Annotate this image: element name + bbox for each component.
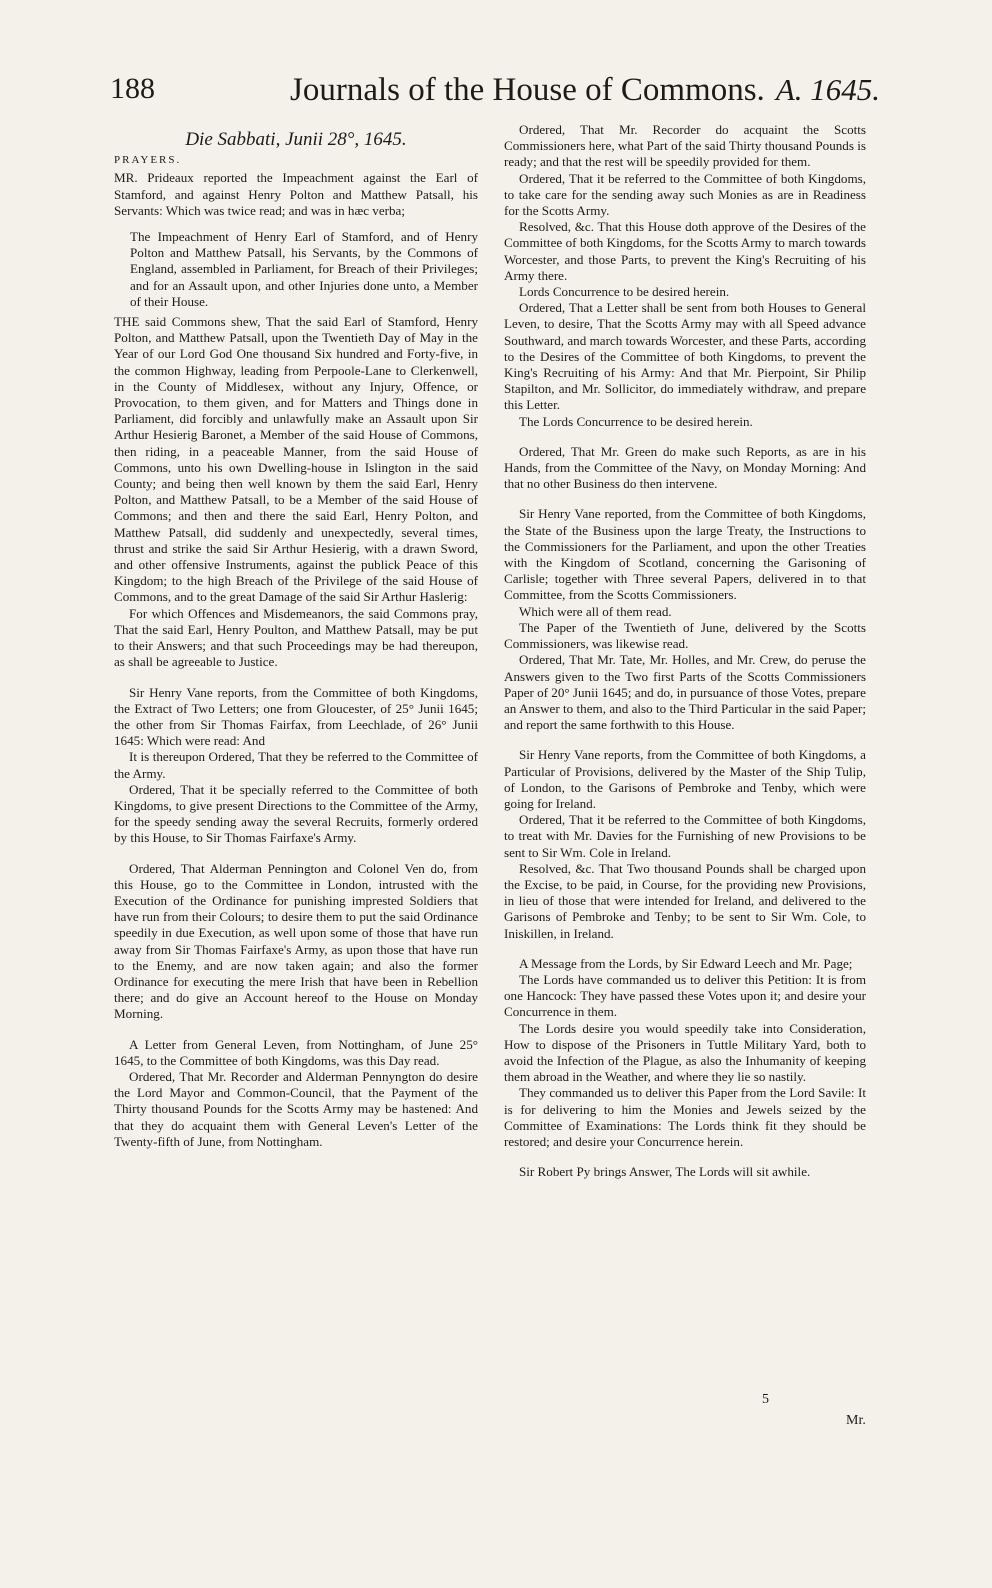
impeachment-heading: The Impeachment of Henry Earl of Stamford, and of Henry Polton and Matthew Patsall, his Servants, by the Commons of England, assembled in Parliament, for Breach of their Privileges; and for an Assault upon, and other Injuries done unto, a Member of their House. [130, 229, 478, 309]
paragraph-savile-paper: They commanded us to deliver this Paper from the Lord Savile: It is for delivering to him the Monies and Jewels seized by the Committee of Examinations: The Lords think fit they should be restored; and desire your Concurrence herein. [504, 1085, 866, 1149]
paragraph-paper-june: The Paper of the Twentieth of June, delivered by the Scotts Commissioners, was likewise read. [504, 619, 866, 652]
paragraph-pennington-ven: Ordered, That Alderman Pennington and Colonel Ven do, from this House, go to the Committee in London, intrusted with the Execution of the Ordinance for punishing imprested Soldiers that have run from their Colours; to desire them to put the said Ordinance speedily in due Execution, as well upon some of those that have run away from Sir Thomas Fairfaxe's Army, as upon those that have run to the Enemy, and are now taken again; and also the former Ordinance for executing the mere Irish that have been in Rebellion there; and do give an Account hereof to the House on Monday Morning. [114, 860, 478, 1022]
paragraph-lords-concurrence-2: The Lords Concurrence to be desired herein. [519, 413, 753, 429]
paragraph-recorder-scotts: Ordered, That Mr. Recorder do acquaint the Scotts Commissioners here, what Part of the said Thirty thousand Pounds is ready; and that the rest will be speedily provided for them. [504, 122, 866, 170]
page-year: A. 1645. [775, 72, 880, 107]
paragraph-hancock-petition: The Lords have commanded us to deliver this Petition: It is from one Hancock: They have passed these Votes upon it; and desire your Concurrence in them. [504, 971, 866, 1020]
paragraph-lords-concurrence-1: Lords Concurrence to be desired herein. [519, 284, 730, 300]
paragraph-worcester-resolved: Resolved, &c. That this House doth approve of the Desires of the Committee of both Kingdoms, for the Scotts Army to march towards Worcester, and those Parts, to prevent the King's Recruiting of his Army there. [504, 219, 866, 283]
paragraph-green-navy: Ordered, That Mr. Green do make such Reports, as are in his Hands, from the Committee of the Navy, on Monday Morning: And that no other Business do then intervene. [504, 443, 866, 492]
paragraph-lords-message: A Message from the Lords, by Sir Edward Leech and Mr. Page; [519, 955, 853, 971]
paragraph-prayer-for-answers: For which Offences and Misdemeanors, the said Commons pray, That the said Earl, Henry Poulton, and Matthew Patsall, may be put to their Answers; and that such Proceedings may be had thereupon, as shall be agreeable to Justice. [114, 605, 478, 670]
paragraph-impeachment-body: THE said Commons shew, That the said Earl of Stamford, Henry Polton, and Matthew Patsall, upon the Twentieth Day of May in the Year of our Lord God One thousand Six hundred and Forty-five, in the common Highway, leading from Perpoole-Lane to Clerkenwell, in the County of Middlesex, without any Injury, Offence, or Provocation, to them given, and for Matters and Things done in Parliament, did forcibly and unlawfully make an Assault upon Sir Arthur Hesierig Baronet, a Member of the said House of Commons, then riding, in a peaceable Manner, from the said House of Commons, unto his own Dwelling-house in Islington in the said County; and being then well known by them the said Earl, Henry Polton, and Matthew Patsall, to be a Member of the said House of Commons; and then and there the said Earl, Henry Polton, and Matthew Patsall, did suddenly and unexpectedly, several times, thrust and strike the said Sir Arthur Hesierig, with a drawn Sword, and other offensive Instruments, against the publick Peace of this Kingdom; to the high Breach of the Privilege of the said House of Commons, and to the great Damage of the said Sir Arthur Haslerig: [114, 314, 478, 605]
session-date: Die Sabbati, Junii 28°, 1645. [185, 129, 407, 150]
left-column [114, 122, 478, 1150]
page-header [110, 72, 880, 124]
paragraph-monies: Ordered, That it be referred to the Committee of both Kingdoms, to take care for the sending away such Monies as are in Readiness for the Scotts Army. [504, 170, 866, 219]
paragraph-thirty-thousand: Ordered, That Mr. Recorder and Alderman Pennyngton do desire the Lord Mayor and Common-Council, that the Payment of the Thirty thousand Pounds for the Scotts Army may be hastened: And that they do acquaint them with General Leven's Letter of the Twenty-fifth of June, from Nottingham. [114, 1068, 478, 1149]
paragraph-leven-letter: A Letter from General Leven, from Nottingham, of June 25° 1645, to the Committee of both Kingdoms, was this Day read. [114, 1036, 478, 1068]
paragraph-tuttle-prisoners: The Lords desire you would speedily take into Consideration, How to dispose of the Prisoners in Tuttle Military Yard, both to avoid the Infection of the Plague, as also the Inhumanity of keeping them abroad in the Weather, and where they lie so nastily. [504, 1020, 866, 1085]
paragraph-vane-treaty: Sir Henry Vane reported, from the Committee of both Kingdoms, the State of the Business upon the large Treaty, the Instructions to the Commissioners for the Parliament, and upon the other Treaties with the Kingdom of Scotland, concerning the Garisoning of Carlisle; together with Three several Papers, delivered in to that Committee, from the Scotts Commissioners. [504, 506, 866, 603]
prayers-heading: PRAYERS. [114, 154, 182, 167]
catchword: Mr. [846, 1413, 866, 1428]
paragraph-vane-letters: Sir Henry Vane reports, from the Committee of both Kingdoms, the Extract of Two Letters; one from Gloucester, of 25° Junii 1645; the other from Sir Thomas Fairfax, from Leechlade, of 26° Junii 1645: Which were read: And [114, 684, 478, 749]
paragraph-two-thousand: Resolved, &c. That Two thousand Pounds shall be charged upon the Excise, to be paid, in Course, for the providing new Provisions, in lieu of those that were intended for Ireland, and delivered to the Garisons of Pembroke and Tenby; to be sent to Sir Wm. Cole, to Iniskillen, in Ireland. [504, 860, 866, 941]
paragraph-vane-provisions: Sir Henry Vane reports, from the Committee of both Kingdoms, a Particular of Provisions, delivered by the Master of the Ship Tulip, of London, to the Garisons of Pembroke and Tenby, which were going for Ireland. [504, 747, 866, 811]
paragraph-letter-leven: Ordered, That a Letter shall be sent from both Houses to General Leven, to desire, That the Scotts Army may with all Speed advance Southward, and march towards Worcester, and these Parts, according to the Desires of the Committee of both Kingdoms, to prevent the King's Recruiting of his Army: And that Mr. Pierpoint, Sir Philip Stapilton, and Mr. Sollicitor, do immediately withdraw, and prepare this Letter. [504, 300, 866, 413]
right-column [504, 122, 866, 1180]
paragraph-tate-holles-crew: Ordered, That Mr. Tate, Mr. Holles, and Mr. Crew, do peruse the Answers given to the Two first Parts of the Scotts Commissioners Paper of 20° Junii 1645; and do, in pursuance of those Votes, prepare an Answer to them, and also to the Third Particular in the said Paper; and report the same forthwith to this House. [504, 652, 866, 733]
paragraph-read: Which were all of them read. [519, 603, 672, 619]
paragraph-recruits: Ordered, That it be specially referred to the Committee of both Kingdoms, to give present Directions to the Committee of the Army, for the speedy sending away the several Recruits, formerly ordered by this House, to Sir Thomas Fairfaxe's Army. [114, 781, 478, 846]
paragraph-py-answer: Sir Robert Py brings Answer, The Lords will sit awhile. [519, 1164, 811, 1180]
paragraph-davies: Ordered, That it be referred to the Committee of both Kingdoms, to treat with Mr. Davies for the Furnishing of new Provisions to be sent to Sir Wm. Cole in Ireland. [504, 812, 866, 860]
page-title: Journals of the House of Commons. [290, 72, 765, 108]
paragraph-referred-army: It is thereupon Ordered, That they be referred to the Committee of the Army. [114, 749, 478, 781]
page-number: 188 [110, 72, 155, 105]
signature-mark: 5 [762, 1392, 769, 1407]
paragraph-prideaux-report: MR. Prideaux reported the Impeachment against the Earl of Stamford, and against Henry Polton and Matthew Patsall, his Servants: Which was twice read; and was in hæc verba; [114, 170, 478, 218]
